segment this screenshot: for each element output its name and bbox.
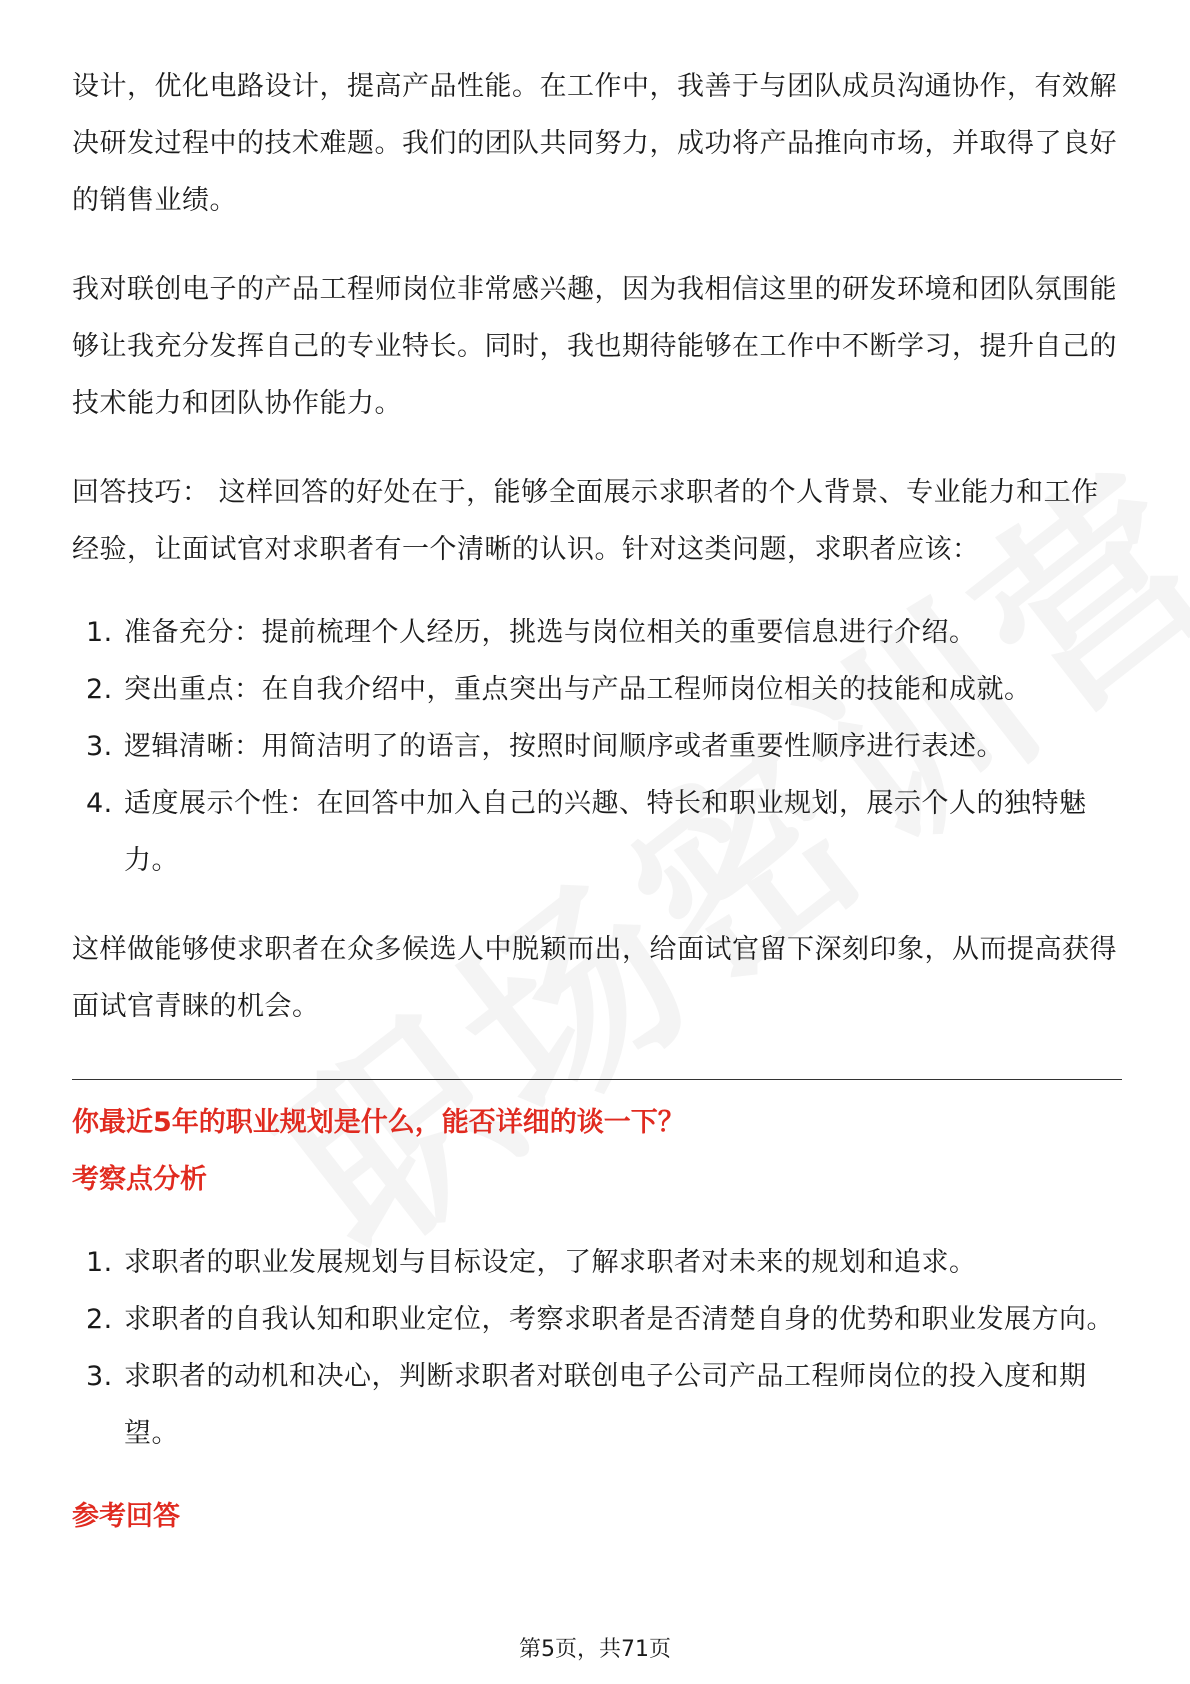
list-item bbox=[72, 1348, 1122, 1462]
analysis-heading: 考察点分析 bbox=[72, 1164, 207, 1195]
document-body bbox=[72, 58, 1122, 1545]
analysis-list bbox=[72, 1234, 1122, 1462]
list-number: 1. bbox=[86, 617, 113, 648]
paragraph-answer-tips: 回答技巧： 这样回答的好处在于，能够全面展示求职者的个人背景、专业能力和工作经验，让面试官对求职者有一个清晰的认识。针对这类问题，求职者应该： bbox=[72, 477, 1099, 565]
list-text: 突出重点：在自我介绍中，重点突出与产品工程师岗位相关的技能和成就。 bbox=[124, 674, 1032, 705]
list-number: 2. bbox=[86, 1304, 113, 1335]
section-divider bbox=[72, 1079, 1122, 1080]
list-text: 求职者的自我认知和职业定位，考察求职者是否清楚自身的优势和职业发展方向。 bbox=[124, 1304, 1114, 1335]
list-number: 1. bbox=[86, 1247, 113, 1278]
paragraph-intro-1: 设计，优化电路设计，提高产品性能。在工作中，我善于与团队成员沟通协作，有效解决研发过程中的技术难题。我们的团队共同努力，成功将产品推向市场，并取得了良好的销售业绩。 bbox=[72, 71, 1117, 216]
list-item bbox=[72, 604, 1122, 661]
list-item bbox=[72, 1291, 1122, 1348]
list-item bbox=[72, 661, 1122, 718]
list-text: 适度展示个性：在回答中加入自己的兴趣、特长和职业规划，展示个人的独特魅力。 bbox=[124, 788, 1087, 876]
list-number: 3. bbox=[86, 731, 113, 762]
paragraph-conclusion: 这样做能够使求职者在众多候选人中脱颖而出，给面试官留下深刻印象，从而提高获得面试官青睐的机会。 bbox=[72, 934, 1117, 1022]
paragraph-intro-2: 我对联创电子的产品工程师岗位非常感兴趣，因为我相信这里的研发环境和团队氛围能够让我充分发挥自己的专业特长。同时，我也期待能够在工作中不断学习，提升自己的技术能力和团队协作能力。 bbox=[72, 274, 1117, 419]
list-text: 求职者的动机和决心，判断求职者对联创电子公司产品工程师岗位的投入度和期望。 bbox=[124, 1361, 1087, 1449]
list-number: 3. bbox=[86, 1361, 113, 1392]
tips-list bbox=[72, 604, 1122, 889]
list-number: 2. bbox=[86, 674, 113, 705]
list-text: 准备充分：提前梳理个人经历，挑选与岗位相关的重要信息进行介绍。 bbox=[124, 617, 977, 648]
question-heading: 你最近5年的职业规划是什么，能否详细的谈一下？ bbox=[72, 1107, 685, 1138]
list-text: 求职者的职业发展规划与目标设定，了解求职者对未来的规划和追求。 bbox=[124, 1247, 977, 1278]
list-item bbox=[72, 775, 1122, 889]
page-footer: 第5页，共71页 bbox=[519, 1637, 671, 1662]
answer-heading: 参考回答 bbox=[72, 1501, 180, 1532]
list-item bbox=[72, 718, 1122, 775]
list-text: 逻辑清晰：用简洁明了的语言，按照时间顺序或者重要性顺序进行表述。 bbox=[124, 731, 1004, 762]
list-number: 4. bbox=[86, 788, 113, 819]
list-item bbox=[72, 1234, 1122, 1291]
